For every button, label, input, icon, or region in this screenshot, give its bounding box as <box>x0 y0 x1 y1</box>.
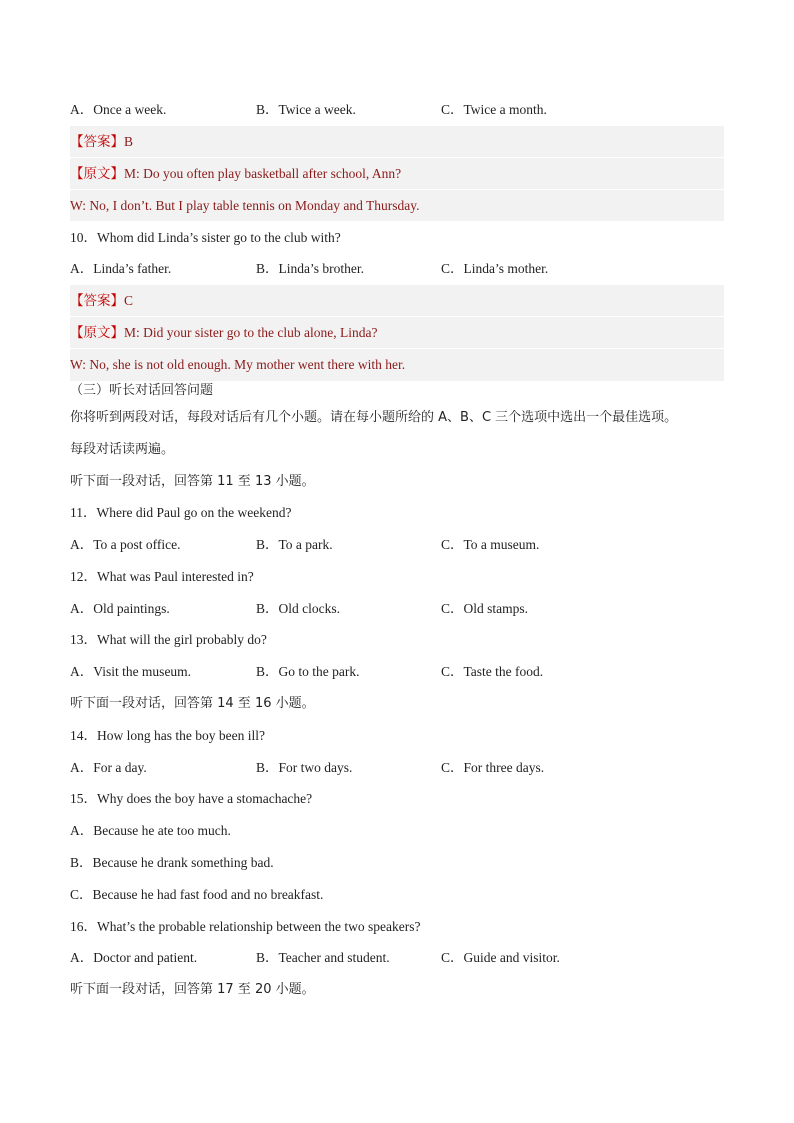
q9-option-c: C．Twice a month. <box>441 102 547 117</box>
q10-answer-block <box>70 285 724 381</box>
q14-option-b: B．For two days. <box>256 760 353 775</box>
q12-option-a: A．Old paintings. <box>70 601 170 616</box>
q16-question: 16．What’s the probable relationship between the two speakers? <box>70 919 421 934</box>
q10-transcript-1: M: Did your sister go to the club alone, Linda? <box>124 325 378 340</box>
q9-answer-row <box>70 132 133 152</box>
q9-option-b: B．Twice a week. <box>256 102 356 117</box>
answer-tag: 【答案】 <box>70 134 124 149</box>
q9-answer-block <box>70 126 724 221</box>
q10-answer: C <box>124 293 134 308</box>
q15-option-b: B．Because he drank something bad. <box>70 855 274 870</box>
dialogue-2-intro: 听下面一段对话，回答第 14 至 16 小题。 <box>70 696 315 711</box>
q10-option-a: A．Linda’s father. <box>70 261 172 276</box>
section-instruction-1: 你将听到两段对话，每段对话后有几个小题。请在每小题所给的 A、B、C 三个选项中选出一个最佳选项。 <box>70 410 678 425</box>
q11-option-b: B．To a park. <box>256 537 333 552</box>
q10-transcript-2: W: No, she is not old enough. My mother went there with her. <box>70 357 406 372</box>
q14-option-c: C．For three days. <box>441 760 545 775</box>
divider <box>70 189 724 190</box>
q16-option-b: B．Teacher and student. <box>256 950 390 965</box>
section-instruction-2: 每段对话读两遍。 <box>70 442 175 457</box>
q14-option-a: A．For a day. <box>70 760 147 775</box>
dialogue-3-intro: 听下面一段对话，回答第 17 至 20 小题。 <box>70 982 315 997</box>
q13-option-c: C．Taste the food. <box>441 664 544 679</box>
q15-option-c: C．Because he had fast food and no breakfast. <box>70 887 324 902</box>
q9-transcript-1: M: Do you often play basketball after school, Ann? <box>124 166 402 181</box>
divider <box>70 157 724 158</box>
q11-option-c: C．To a museum. <box>441 537 540 552</box>
q11-option-a: A．To a post office. <box>70 537 181 552</box>
q15-option-a: A．Because he ate too much. <box>70 823 231 838</box>
section-title: （三）听长对话回答问题 <box>70 383 214 398</box>
q12-option-b: B．Old clocks. <box>256 601 340 616</box>
q14-question: 14．How long has the boy been ill? <box>70 728 265 743</box>
q16-option-c: C．Guide and visitor. <box>441 950 560 965</box>
q13-question: 13．What will the girl probably do? <box>70 632 267 647</box>
q12-question: 12．What was Paul interested in? <box>70 569 254 584</box>
q9-transcript-row-1 <box>70 164 401 184</box>
q13-option-a: A．Visit the museum. <box>70 664 192 679</box>
q9-transcript-2: W: No, I don’t. But I play table tennis on Monday and Thursday. <box>70 198 420 213</box>
q10-option-b: B．Linda’s brother. <box>256 261 364 276</box>
dialogue-1-intro: 听下面一段对话，回答第 11 至 13 小题。 <box>70 474 315 489</box>
q10-option-c: C．Linda’s mother. <box>441 261 549 276</box>
q16-option-a: A．Doctor and patient. <box>70 950 198 965</box>
divider <box>70 316 724 317</box>
transcript-tag: 【原文】 <box>70 325 124 340</box>
q10-question: 10．Whom did Linda’s sister go to the club with? <box>70 230 341 245</box>
transcript-tag: 【原文】 <box>70 166 124 181</box>
q12-option-c: C．Old stamps. <box>441 601 529 616</box>
q9-option-a: A．Once a week. <box>70 102 167 117</box>
q15-question: 15．Why does the boy have a stomachache? <box>70 791 313 806</box>
q10-transcript-row-1 <box>70 323 377 343</box>
q10-answer-row <box>70 291 133 311</box>
q13-option-b: B．Go to the park. <box>256 664 360 679</box>
q11-question: 11．Where did Paul go on the weekend? <box>70 505 292 520</box>
divider <box>70 348 724 349</box>
answer-tag: 【答案】 <box>70 293 124 308</box>
q9-answer: B <box>124 134 134 149</box>
